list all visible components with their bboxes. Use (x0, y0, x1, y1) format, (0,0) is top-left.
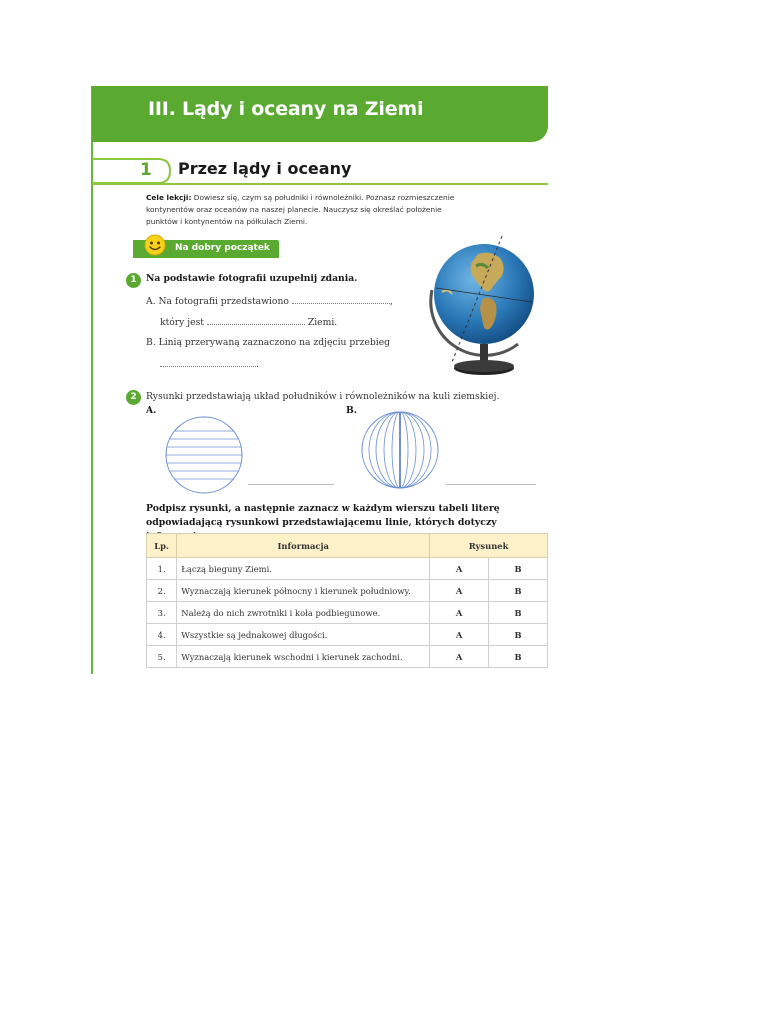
chapter-title: III. Lądy i oceany na Ziemi (148, 98, 424, 120)
header-drawing: Rysunek (430, 534, 548, 558)
table-row (147, 558, 548, 580)
task-1-line-d-end: . (256, 359, 259, 370)
task-1-title: Na podstawie fotografii uzupełnij zdania. (146, 273, 358, 284)
figure-b-caption-line[interactable] (446, 484, 536, 485)
table-header-row (147, 534, 548, 558)
task-1-line-b-text: który jest (160, 317, 204, 328)
lesson-underline (92, 183, 548, 185)
table-row (147, 624, 548, 646)
option-b[interactable]: B (489, 646, 548, 668)
task-2-number: 2 (126, 390, 141, 405)
row-num: 2. (147, 580, 177, 602)
blank-field[interactable] (160, 358, 256, 367)
figure-a-caption-line[interactable] (248, 484, 334, 485)
option-b[interactable]: B (489, 602, 548, 624)
chapter-header (92, 86, 548, 142)
lesson-title: Przez lądy i oceany (178, 159, 352, 178)
lesson-number-tab (92, 158, 172, 184)
header-num: Lp. (147, 534, 177, 558)
goals-line-1: Dowiesz się, czym są południki i równoleżniki. Poznasz rozmieszczenie (191, 193, 455, 202)
task-1-line-b-end: Ziemi. (307, 317, 338, 328)
task-2-instruction: Podpisz rysunki, a następnie zaznacz w każdym wierszu tabeli literę odpowiadającą rysunkowi przedstawiającemu linie, których dotyczy (146, 503, 500, 528)
row-num: 5. (147, 646, 177, 668)
task-1-line-a (146, 295, 393, 307)
task-1-line-a-end: , (389, 296, 393, 307)
start-banner-label: Na dobry początek (175, 243, 270, 253)
option-b[interactable]: B (489, 624, 548, 646)
row-info: Łączą bieguny Ziemi. (177, 558, 430, 580)
row-info: Wszystkie są jednakowej długości. (177, 624, 430, 646)
table-row (147, 646, 548, 668)
option-b[interactable]: B (489, 580, 548, 602)
goals-label: Cele lekcji: (146, 193, 192, 202)
row-num: 3. (147, 602, 177, 624)
table-row (147, 580, 548, 602)
task-1-line-d (160, 358, 259, 370)
smiley-icon (144, 234, 166, 256)
option-a[interactable]: A (430, 624, 489, 646)
header-info: Informacja (177, 534, 430, 558)
answer-table (146, 533, 548, 668)
option-a[interactable]: A (430, 602, 489, 624)
lesson-number: 1 (140, 160, 152, 180)
option-a[interactable]: A (430, 558, 489, 580)
task-2-text: Rysunki przedstawiają układ południków i równoleżników na kuli ziemskiej. (146, 391, 500, 402)
row-num: 1. (147, 558, 177, 580)
sphere-parallels-drawing (164, 415, 244, 495)
globe-photo (418, 232, 548, 380)
lesson-goals (146, 192, 506, 228)
option-a[interactable]: A (430, 580, 489, 602)
goals-line-2: kontynentów oraz oceanów na naszej planecie. Nauczysz się określać położenie (146, 205, 442, 214)
blank-field[interactable] (292, 295, 390, 304)
table-row (147, 602, 548, 624)
sphere-meridians-drawing (360, 410, 440, 490)
task-1-line-a-text: A. Na fotografii przedstawiono (146, 296, 289, 307)
task-1-number: 1 (126, 273, 141, 288)
figure-a-label: A. (146, 405, 157, 416)
row-info: Wyznaczają kierunek wschodni i kierunek zachodni. (177, 646, 430, 668)
row-num: 4. (147, 624, 177, 646)
option-b[interactable]: B (489, 558, 548, 580)
task-1-line-c: B. Linią przerywaną zaznaczono na zdjęciu przebieg (146, 337, 391, 348)
blank-field[interactable] (207, 316, 305, 325)
figure-b-label: B. (346, 405, 357, 416)
goals-line-3: punktów i kontynentów na półkulach Ziemi. (146, 217, 308, 226)
option-a[interactable]: A (430, 646, 489, 668)
row-info: Należą do nich zwrotniki i koła podbiegunowe. (177, 602, 430, 624)
row-info: Wyznaczają kierunek północny i kierunek południowy. (177, 580, 430, 602)
task-1-line-b (160, 316, 337, 328)
